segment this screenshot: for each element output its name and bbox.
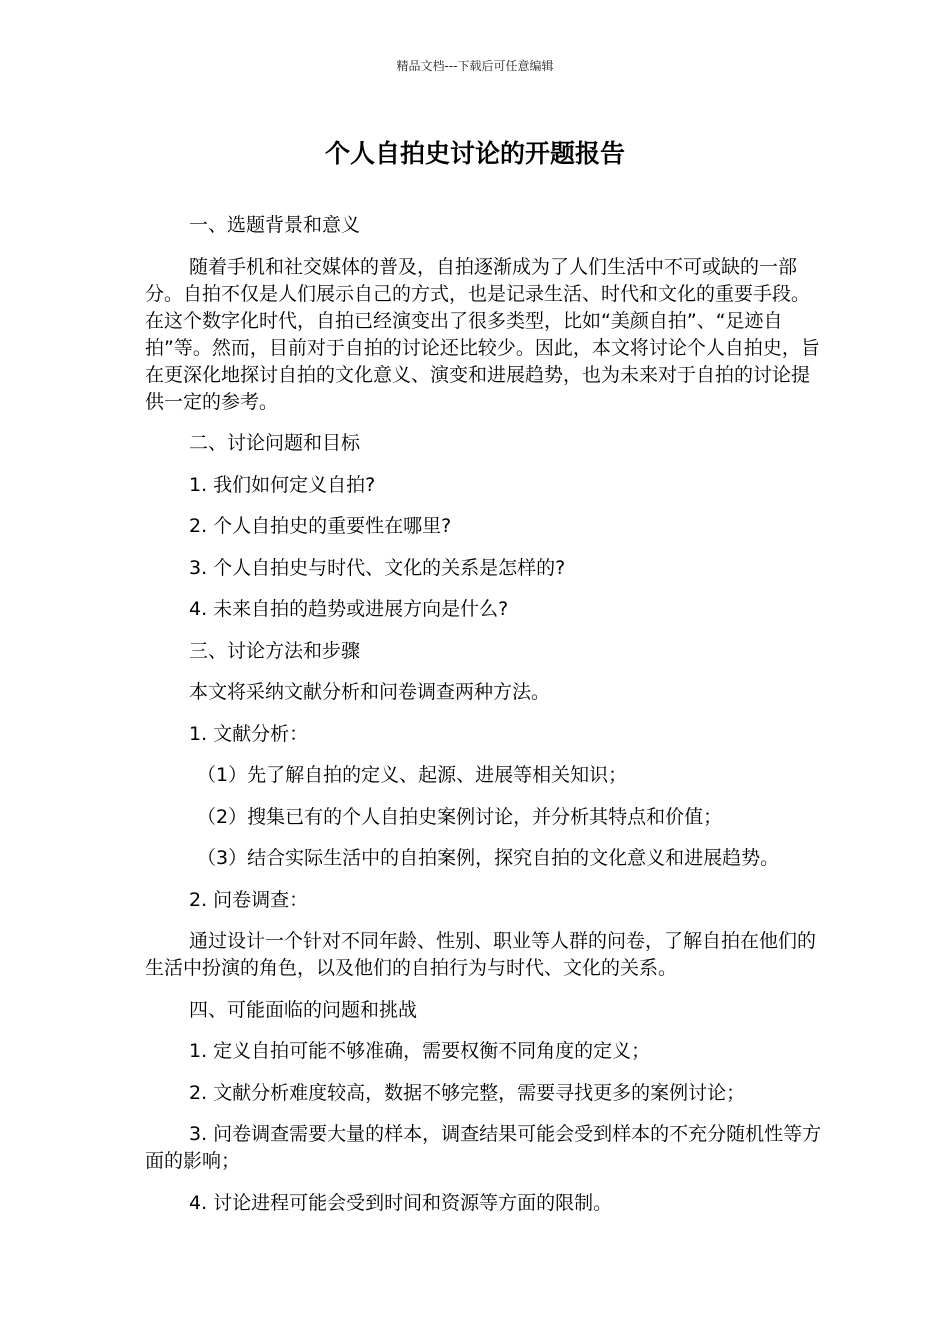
challenge-item: 1. 定义自拍可能不够准确，需要权衡不同角度的定义；	[189, 1040, 651, 1062]
challenge-item: 2. 文献分析难度较高，数据不够完整，需要寻找更多的案例讨论；	[189, 1081, 746, 1104]
challenge-item: 4. 讨论进程可能会受到时间和资源等方面的限制。	[189, 1191, 613, 1214]
question-item: 2. 个人自拍史的重要性在哪里?	[189, 515, 452, 537]
header-note: 精品文档---下载后可任意编辑	[396, 59, 554, 73]
question-item: 1. 我们如何定义自拍?	[189, 473, 376, 496]
section2-heading: 二、讨论问题和目标	[189, 432, 361, 454]
method1-step: （2）搜集已有的个人自拍史案例讨论，并分析其特点和价值；	[197, 805, 723, 828]
method2-body: 通过设计一个针对不同年龄、性别、职业等人群的问卷，了解自拍在他们的生活中扮演的角色，以及他们的自拍行为与时代、文化的关系。	[145, 930, 817, 979]
method2-label: 2. 问卷调查：	[189, 888, 309, 911]
method1-label: 1. 文献分析：	[189, 722, 309, 745]
section1-body: 随着手机和社交媒体的普及，自拍逐渐成为了人们生活中不可或缺的一部分。自拍不仅是人们展示自己的方式，也是记录生活、时代和文化的重要手段。在这个数字化时代，自拍已经演变出了很多类型，比如“美颜自拍”、“足迹自拍”等。然而，目前对于自拍的讨论还比较少。因此，本文将讨论个人自拍史，旨在更深化地探讨自拍的文化意义、演变和进展趋势，也为未来对于自拍的讨论提供一定的参考。	[145, 255, 820, 413]
method1-step: （3）结合实际生活中的自拍案例，探究自拍的文化意义和进展趋势。	[197, 847, 780, 869]
question-item: 4. 未来自拍的趋势或进展方向是什么?	[189, 598, 509, 620]
section1-heading: 一、选题背景和意义	[189, 214, 361, 236]
method1-step: （1）先了解自拍的定义、起源、进展等相关知识；	[197, 764, 628, 786]
document-body	[145, 212, 825, 1231]
challenge-item: 3. 问卷调查需要大量的样本，调查结果可能会受到样本的不充分随机性等方面的影响；	[145, 1123, 822, 1172]
section3-heading: 三、讨论方法和步骤	[189, 639, 361, 662]
question-item: 3. 个人自拍史与时代、文化的关系是怎样的?	[189, 556, 566, 579]
section4-heading: 四、可能面临的问题和挑战	[189, 998, 418, 1021]
document-title: 个人自拍史讨论的开题报告	[324, 139, 625, 168]
section3-intro: 本文将采纳文献分析和问卷调查两种方法。	[189, 681, 551, 703]
